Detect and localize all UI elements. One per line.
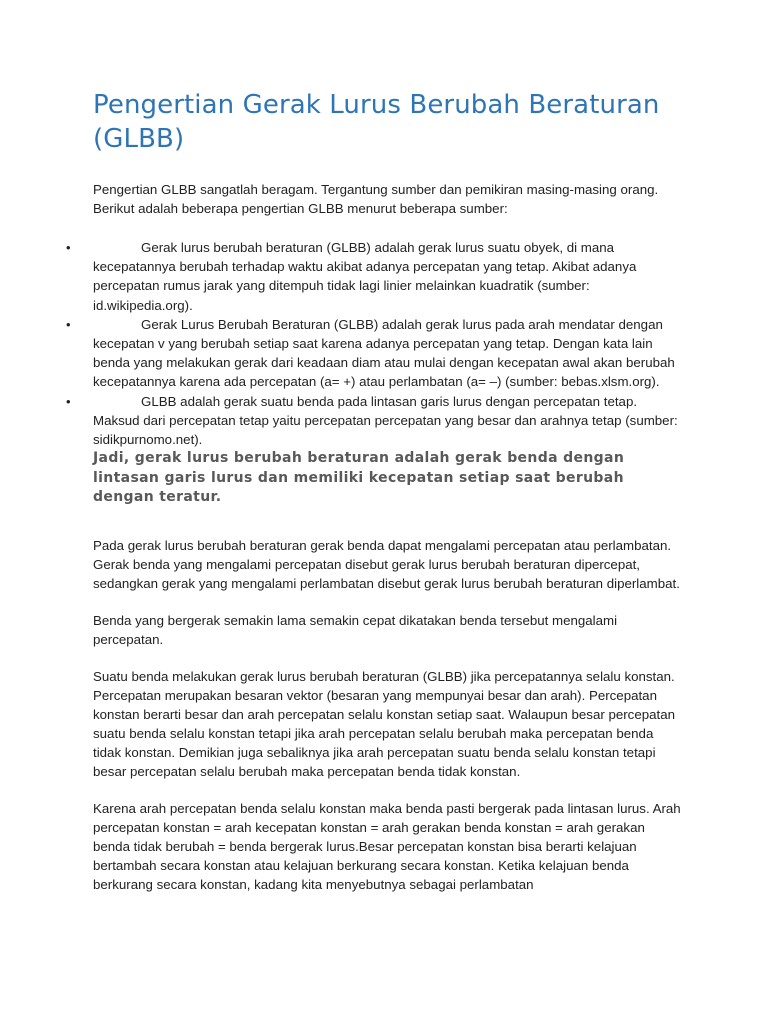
definition-text: Gerak Lurus Berubah Beraturan (GLBB) adalah gerak lurus pada arah mendatar dengan kecepatan v yang berubah setiap saat karena adanya percepatan yang tetap. Dengan kata lain benda yang melakukan gerak dari keadaan diam atau mulai dengan kecepatan awal akan berubah kecepatannya karena ada percepatan (a= +) atau perlambatan (a= –) (sumber: bebas.xlsm.org). [93,316,675,390]
definition-text: GLBB adalah gerak suatu benda pada lintasan garis lurus dengan percepatan tetap. Maksud dari percepatan tetap yaitu percepatan percepatan yang besar dan arahnya tetap (sumber: sidikpurnomo.net). [93,393,678,448]
definition-text: Gerak lurus berubah beraturan (GLBB) adalah gerak lurus suatu obyek, di mana kecepatannya berubah terhadap waktu akibat adanya percepatan yang tetap. Akibat adanya percepatan rumus jarak yang ditempuh tidak lagi linier melainkan kuadratik (sumber: id.wikipedia.org). [93,240,637,313]
definition-item [66,315,681,392]
body-paragraph: Pada gerak lurus berubah beraturan gerak benda dapat mengalami percepatan atau perlambatan. Gerak benda yang mengalami percepatan disebut gerak lurus berubah beraturan dipercepat, sedangkan gerak yang mengalami perlambatan disebut gerak lurus berubah beraturan diperlambat. [93,537,680,591]
definitions-list [66,238,681,449]
page-title: Pengertian Gerak Lurus Berubah Beraturan (GLBB) [93,90,660,154]
bullet-icon: • [66,393,71,409]
definition-item [66,238,681,315]
body-paragraph: Karena arah percepatan benda selalu konstan maka benda pasti bergerak pada lintasan lurus. Arah percepatan konstan = arah kecepatan konstan = arah gerakan benda konstan = arah gerakan benda tidak berubah = benda bergerak lurus.Besar percepatan konstan bisa berarti kelajuan bertambah secara konstan atau kelajuan berkurang secara konstan. Ketika kelajuan benda berkurang secara konstan, kadang kita menyebutnya sebagai perlambatan [93,800,681,892]
body-text [93,536,681,894]
bullet-icon: • [66,316,71,332]
body-paragraph: Suatu benda melakukan gerak lurus berubah beraturan (GLBB) jika percepatannya selalu konstan. Percepatan merupakan besaran vektor (besaran yang mempunyai besar dan arah). Percepatan konstan berarti besar dan arah percepatan selalu konstan setiap saat. Walaupun besar percepatan suatu benda selalu konstan tetapi jika arah percepatan selalu berubah maka percepatan benda tidak konstan. Demikian juga sebaliknya jika arah percepatan suatu benda selalu konstan tetapi besar percepatan selalu berubah maka percepatan benda tidak konstan. [93,668,675,779]
bullet-icon: • [66,240,71,255]
summary-heading: Jadi, gerak lurus berubah beraturan adalah gerak benda dengan lintasan garis lurus dan memiliki kecepatan setiap saat berubah dengan teratur. [93,450,625,506]
document-page [66,88,681,912]
definition-item [66,392,681,450]
body-paragraph: Benda yang bergerak semakin lama semakin cepat dikatakan benda tersebut mengalami percepatan. [93,612,618,647]
intro-paragraph: Pengertian GLBB sangatlah beragam. Tergantung sumber dan pemikiran masing-masing orang. Berikut adalah beberapa pengertian GLBB menurut beberapa sumber: [93,182,659,216]
